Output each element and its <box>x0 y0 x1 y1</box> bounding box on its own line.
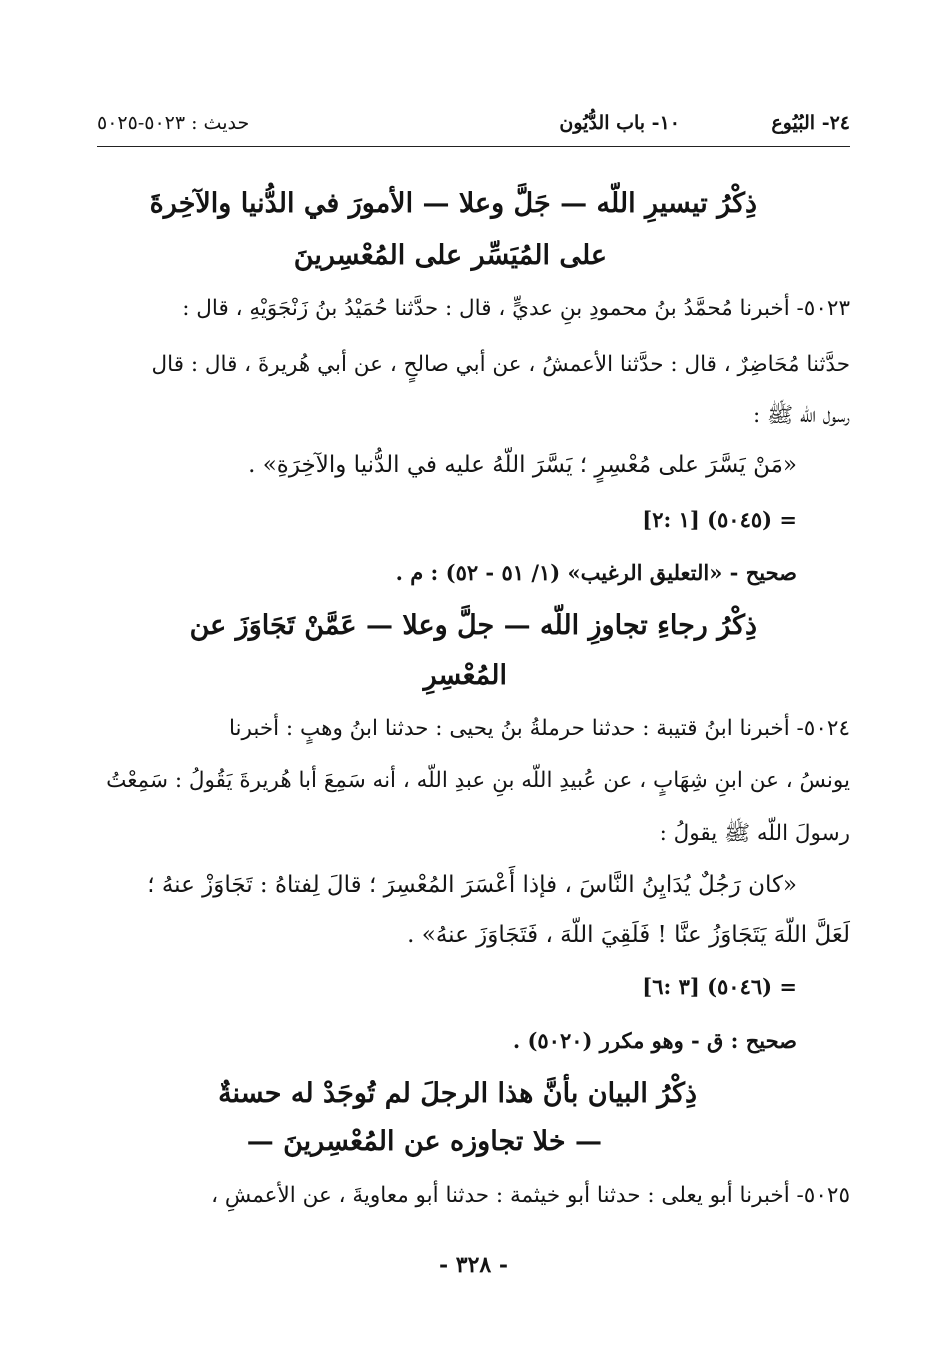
cross-reference: = (٥٠٤٦) [٣ :٦] <box>642 974 797 999</box>
hadith-text-line: رسولَ اللّه ﷺ يقولُ : <box>659 821 850 846</box>
authenticity-grade: صحيح : ق - وهو مكرر (٥٠٢٠) . <box>512 1028 797 1053</box>
header-book-title: ٢٤- البُيُوع <box>771 112 850 134</box>
authenticity-grade: صحيح - «التعليق الرغيب» (١/ ٥١ - ٥٢) : م . <box>395 560 797 585</box>
hadith-quote: «مَنْ يَسَّرَ على مُعْسِرٍ ؛ يَسَّرَ اللّهُ عليه في الدُّنيا والآخِرَةِ» . <box>248 452 797 478</box>
section-heading: على المُيَسِّر على المُعْسِرينَ <box>293 240 607 271</box>
section-heading: ذِكْرُ رجاءِ تجاوزِ اللّه — جلَّ وعلا — عَمَّنْ تَجَاوَزَ عن <box>189 610 757 641</box>
hadith-quote: «كان رَجُلٌ يُدَايِنُ النَّاسَ ، فإذا أَعْسَرَ المُعْسِرَ ؛ قالَ لِفتاهُ : تَجَاوَزْ عنهُ ؛ <box>147 872 797 898</box>
section-heading: المُعْسِرِ <box>423 660 507 691</box>
hadith-text-line: ٥٠٢٤- أخبرنا ابنُ قتيبة : حدثنا حرملةُ بنُ يحيى : حدثنا ابنُ وهبٍ : أخبرنا <box>228 716 850 741</box>
cross-reference: = (٥٠٤٥) [١ :٢] <box>642 507 797 532</box>
running-header <box>97 112 850 142</box>
section-heading: ذِكْرُ تيسيرِ اللّه — جَلَّ وعلا — الأمورَ في الدُّنيا والآخِرةَ <box>149 188 757 219</box>
header-chapter-title: ١٠- باب الدُّيُون <box>559 112 680 134</box>
hadith-text-line: حدَّثنا مُحَاضِرٌ ، قال : حدَّثنا الأعمشُ ، عن أبي صالحٍ ، عن أبي هُريرةَ ، قال : قال <box>151 352 850 377</box>
section-heading: — خلا تجاوزه عن المُعْسِرينَ — <box>246 1126 602 1157</box>
page-number: - ٣٢٨ - <box>438 1252 509 1278</box>
section-heading: ذِكْرُ البيان بأنَّ هذا الرجلَ لم تُوجَدْ له حسنةٌ <box>218 1078 697 1109</box>
hadith-text-line: رسول اللّه ﷺ : <box>753 403 850 428</box>
hadith-quote: لَعَلَّ اللّهَ يَتَجَاوَزُ عنَّا ! فَلَقِيَ اللّهَ ، فَتَجَاوَزَ عنهُ» . <box>407 922 850 948</box>
hadith-text-line: ٥٠٢٥- أخبرنا أبو يعلى : حدثنا أبو خيثمة : حدثنا أبو معاويةَ ، عن الأعمشِ ، <box>211 1183 850 1208</box>
hadith-text-line: ٥٠٢٣- أخبرنا مُحمَّدُ بنُ محمودِ بنِ عديٍّ ، قال : حدَّثنا حُمَيْدُ بنُ زَنْجَوَيْهِ ، قال : <box>182 296 850 321</box>
header-hadith-range: حديث : ٥٠٢٣-٥٠٢٥ <box>97 112 250 134</box>
header-divider <box>97 146 850 147</box>
hadith-text-line: يونسُ ، عن ابنِ شِهَابٍ ، عن عُبيدِ اللّه بنِ عبدِ اللّه ، أنه سَمِعَ أبا هُريرةَ يَقُولُ : سَمِعْتُ <box>106 768 850 793</box>
